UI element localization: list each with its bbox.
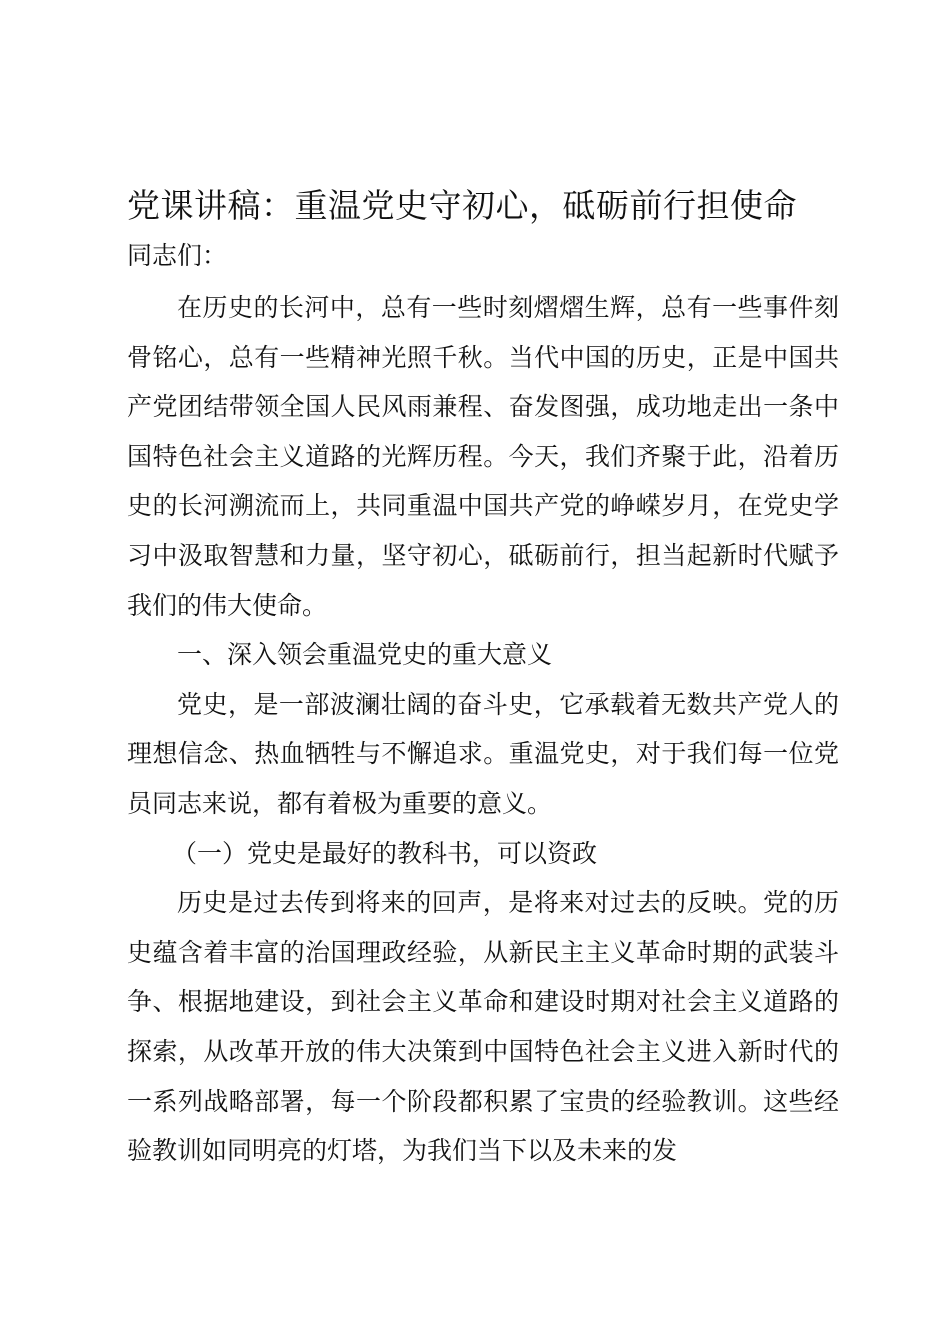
subsection-paragraph: 历史是过去传到将来的回声，是将来对过去的反映。党的历史蕴含着丰富的治国理政经验，从新民主主义革命时期的武装斗争、根据地建设，到社会主义革命和建设时期对社会主义道路的探索，从改革开放的伟大决策到中国特色社会主义进入新时代的一系列战略部署，每一个阶段都积累了宝贵的经验教训。这些经验教训如同明亮的灯塔，为我们当下以及未来的发	[127, 888, 839, 1166]
greeting: 同志们：	[127, 241, 228, 270]
section-paragraph: 党史，是一部波澜壮阔的奋斗史，它承载着无数共产党人的理想信念、热血牺牲与不懈追求。重温党史，对于我们每一位党员同志来说，都有着极为重要的意义。	[127, 689, 839, 818]
subsection-heading: （一）党史是最好的教科书，可以资政	[172, 838, 598, 868]
intro-paragraph: 在历史的长河中，总有一些时刻熠熠生辉，总有一些事件刻骨铭心，总有一些精神光照千秋。当代中国的历史，正是中国共产党团结带领全国人民风雨兼程、奋发图强，成功地走出一条中国特色社会主义道路的光辉历程。今天，我们齐聚于此，沿着历史的长河溯流而上，共同重温中国共产党的峥嵘岁月，在党史学习中汲取智慧和力量，坚守初心，砥砺前行，担当起新时代赋予我们的伟大使命。	[127, 293, 839, 620]
document-title: 党课讲稿：重温党史守初心，砥砺前行担使命	[127, 186, 797, 225]
document-body	[127, 283, 839, 1176]
section-heading: 一、深入领会重温党史的重大意义	[177, 640, 553, 670]
